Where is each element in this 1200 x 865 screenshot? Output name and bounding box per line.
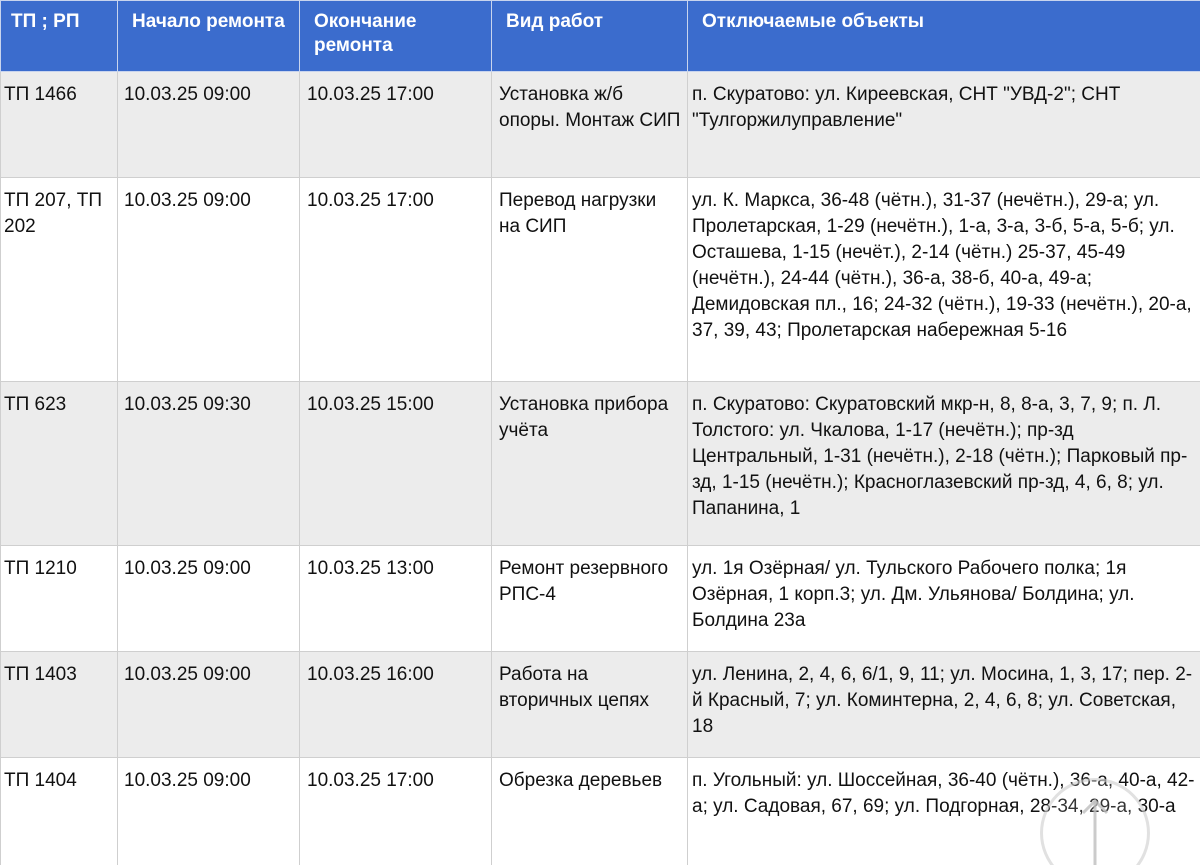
cell-start: 10.03.25 09:00	[118, 758, 300, 865]
cell-work: Обрезка деревьев	[492, 758, 688, 865]
cell-work: Установка ж/б опоры. Монтаж СИП	[492, 72, 688, 178]
cell-work: Ремонт резервного РПС-4	[492, 546, 688, 652]
cell-objects: ул. Ленина, 2, 4, 6, 6/1, 9, 11; ул. Мосина, 1, 3, 17; пер. 2-й Красный, 7; ул. Коминтерна, 2, 4, 6, 8; ул. Советская, 18	[688, 652, 1200, 758]
cell-work: Перевод нагрузки на СИП	[492, 178, 688, 382]
cell-start: 10.03.25 09:30	[118, 382, 300, 546]
cell-tp: ТП 207, ТП 202	[1, 178, 118, 382]
table-row	[1, 178, 1200, 382]
cell-objects: ул. К. Маркса, 36-48 (чётн.), 31-37 (нечётн.), 29-а; ул. Пролетарская, 1-29 (нечётн.), 1-а, 3-а, 3-б, 5-а, 5-б; ул. Осташева, 1-15 (нечёт.), 2-14 (чётн.) 25-37, 45-49 (нечётн.), 24-44 (чётн.), 36-а, 38-б, 40-а, 49-а; Демидовская пл., 16; 24-32 (чётн.), 19-33 (нечётн.), 20-а, 37, 39, 43; Пролетарская набережная 5-16	[688, 178, 1200, 382]
header-start: Начало ремонта	[118, 1, 300, 72]
scroll-to-top-button[interactable]	[1040, 778, 1150, 865]
cell-tp: ТП 1210	[1, 546, 118, 652]
cell-end: 10.03.25 17:00	[300, 758, 492, 865]
cell-start: 10.03.25 09:00	[118, 72, 300, 178]
cell-end: 10.03.25 17:00	[300, 72, 492, 178]
header-work: Вид работ	[492, 1, 688, 72]
table-row	[1, 758, 1200, 865]
arrow-up-icon	[1043, 781, 1147, 865]
cell-end: 10.03.25 15:00	[300, 382, 492, 546]
table-header-row	[1, 1, 1200, 72]
cell-end: 10.03.25 13:00	[300, 546, 492, 652]
table-row	[1, 72, 1200, 178]
cell-tp: ТП 1466	[1, 72, 118, 178]
table-row	[1, 546, 1200, 652]
header-tp: ТП ; РП	[1, 1, 118, 72]
cell-work: Работа на вторичных цепях	[492, 652, 688, 758]
cell-end: 10.03.25 16:00	[300, 652, 492, 758]
cell-start: 10.03.25 09:00	[118, 652, 300, 758]
table-row	[1, 652, 1200, 758]
cell-tp: ТП 623	[1, 382, 118, 546]
cell-objects: ул. 1я Озёрная/ ул. Тульского Рабочего полка; 1я Озёрная, 1 корп.3; ул. Дм. Ульянова/ Болдина; ул. Болдина 23а	[688, 546, 1200, 652]
cell-objects: п. Скуратово: ул. Киреевская, СНТ "УВД-2"; СНТ "Тулгоржилуправление"	[688, 72, 1200, 178]
table-row	[1, 382, 1200, 546]
cell-start: 10.03.25 09:00	[118, 178, 300, 382]
cell-end: 10.03.25 17:00	[300, 178, 492, 382]
header-objects: Отключаемые объекты	[688, 1, 1200, 72]
cell-work: Установка прибора учёта	[492, 382, 688, 546]
cell-tp: ТП 1403	[1, 652, 118, 758]
cell-start: 10.03.25 09:00	[118, 546, 300, 652]
header-end: Окончание ремонта	[300, 1, 492, 72]
cell-objects: п. Скуратово: Скуратовский мкр-н, 8, 8-а, 3, 7, 9; п. Л. Толстого: ул. Чкалова, 1-17 (нечётн.); пр-зд Центральный, 1-31 (нечётн.), 2-18 (чётн.); Парковый пр-зд, 1-15 (нечётн.); Красноглазевский пр-зд, 4, 6, 8; ул. Папанина, 1	[688, 382, 1200, 546]
cell-objects: п. Угольный: ул. Шоссейная, 36-40 (чётн.), 36-а, 40-а, 42-а; ул. Садовая, 67, 69; ул. Подгорная, 28-34, 29-а, 30-а	[688, 758, 1200, 865]
cell-tp: ТП 1404	[1, 758, 118, 865]
